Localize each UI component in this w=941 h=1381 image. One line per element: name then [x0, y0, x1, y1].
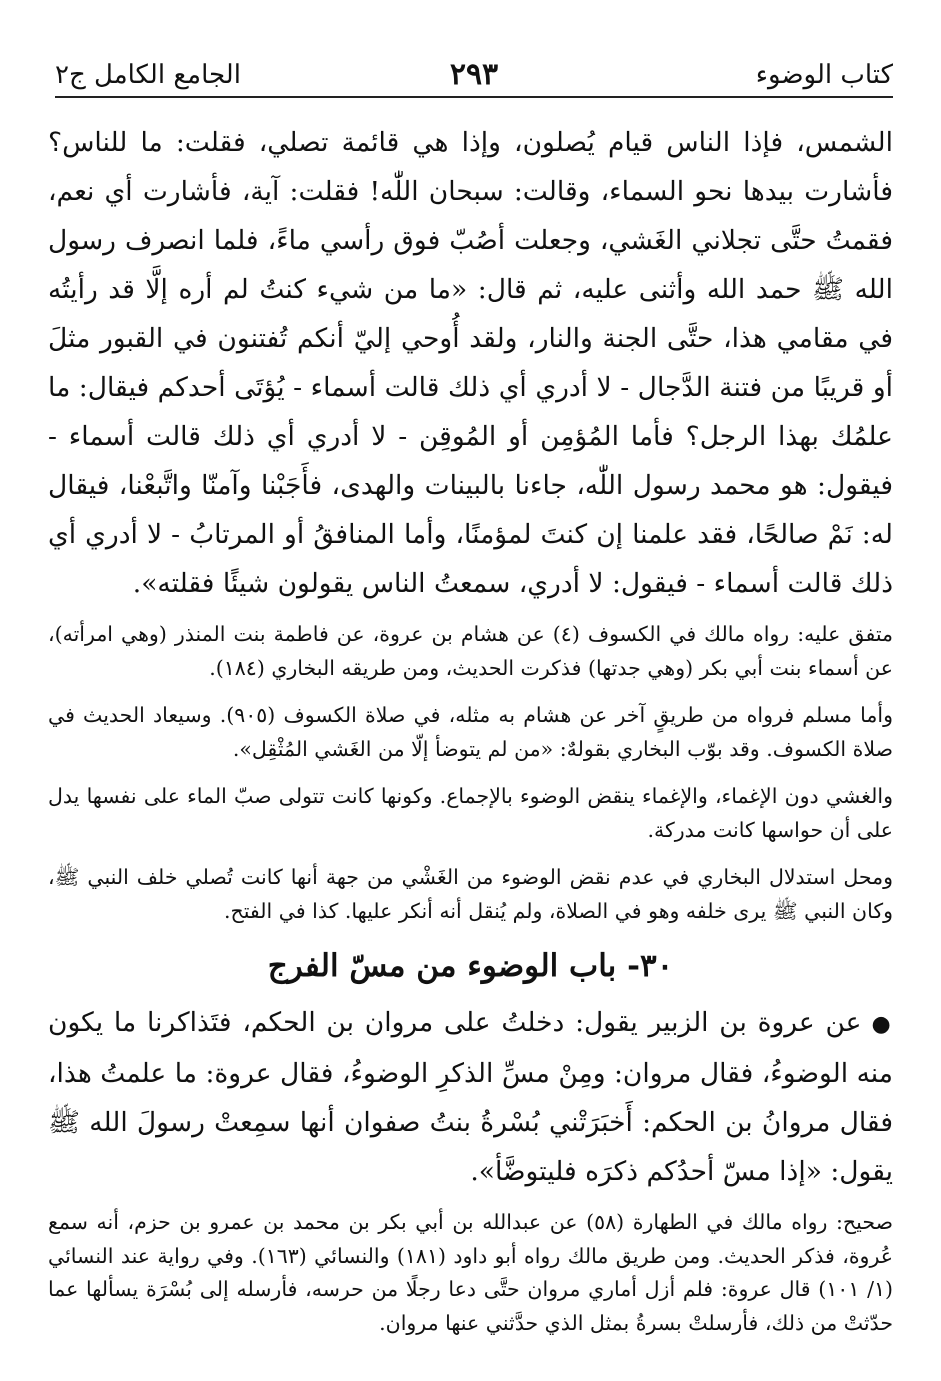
footnote-paragraph: والغشي دون الإغماء، والإغماء ينقض الوضوء بالإجماع. وكونها كانت تتولى صبّ الماء على نفسها يدل على أن حواسها كانت مدركة. — [48, 784, 893, 842]
page-number: ٢٩٣ — [449, 57, 499, 92]
book-section-title: كتاب الوضوء — [755, 60, 893, 90]
footnote-paragraph: متفق عليه: رواه مالك في الكسوف (٤) عن هشام بن عروة، عن فاطمة بنت المنذر (وهي امرأته)، عن أسماء بنت أبي بكر (وهي جدتها) فذكرت الحديث، ومن طريقه البخاري (١٨٤). — [48, 622, 893, 680]
hadith-paragraph — [48, 998, 893, 1196]
chapter-heading: ٣٠- باب الوضوء من مسّ الفرج — [267, 948, 674, 984]
footnotes-block-2 — [48, 1206, 893, 1340]
book-volume-title: الجامع الكامل ج٢ — [55, 60, 241, 90]
page-content — [48, 118, 893, 1354]
hadith-text: الشمس، فإذا الناس قيام يُصلون، وإذا هي قائمة تصلي، فقلت: ما للناس؟ فأشارت بيدها نحو السماء، وقالت: سبحان اللّٰه! فقلت: آية، فأشارت أي نعم، فقمتُ حتَّى تجلاني الغَشي، وجعلت أصُبّ فوق رأسي ماءً، فلما انصرف رسول الله ﷺ حمد الله وأثنى عليه، ثم قال: «ما من شيء كنتُ لم أره إلَّا قد رأيتُه في مقامي هذا، حتَّى الجنة والنار، ولقد أُوحي إليّ أنكم تُفتنون في القبور مثلَ أو قريبًا من فتنة الدَّجال - لا أدري أي ذلك قالت أسماء - يُؤتَى أحدكم فيقال: ما علمُك بهذا الرجل؟ فأما المُؤمِن أو المُوقِن - لا أدري أي ذلك قالت أسماء - فيقول: هو محمد رسول اللّٰه، جاءنا بالبينات والهدى، فأَجَبْنا وآمنّا واتَّبعْنا، فيقال له: نَمْ صالحًا، فقد علمنا إن كنتَ لمؤمنًا، وأما المنافقُ أو المرتابُ - لا أدري أي ذلك قالت أسماء - فيقول: لا أدري، سمعتُ الناس يقولون شيئًا فقلته». — [48, 127, 893, 599]
footnote-paragraph: ومحل استدلال البخاري في عدم نقض الوضوء من الغَشْي من جهة أنها كانت تُصلي خلف النبي ﷺ، وكان النبي ﷺ يرى خلفه وهو في الصلاة، ولم يُنقل أنه أنكر عليها. كذا في الفتح. — [48, 865, 893, 923]
bullet-marker: ● — [871, 1012, 893, 1037]
footnote-paragraph: وأما مسلم فرواه من طريقٍ آخر عن هشام به مثله، في صلاة الكسوف (٩٠٥). وسيعاد الحديث في صلاة الكسوف. وقد بوّب البخاري بقولهٌ: «من لم يتوضأ إلّا من الغَشي المُثْقِل». — [48, 703, 893, 761]
hadith-block-1 — [48, 118, 893, 608]
hadith-block-2 — [48, 998, 893, 1196]
hadith-text: عن عروة بن الزبير يقول: دخلتُ على مروان بن الحكم، فتَذاكرنا ما يكون منه الوضوءُ، فقال مروان: ومِنْ مسِّ الذكرِ الوضوءُ، فقال عروة: ما علمتُ هذا، فقال مروانُ بن الحكم: أَخبَرَتْني بُسْرةُ بنتُ صفوان أنها سمِعتْ رسولَ الله ﷺ يقول: «إذا مسّ أحدُكم ذكرَه فليتوضَّأ». — [48, 1007, 893, 1187]
page-header — [55, 52, 893, 98]
footnotes-block-1 — [48, 618, 893, 928]
footnote-paragraph: صحيح: رواه مالك في الطهارة (٥٨) عن عبدالله بن أبي بكر بن محمد بن عمرو بن حزم، أنه سمع عُروة، فذكر الحديث. ومن طريق مالك رواه أبو داود (١٨١) والنسائي (١٦٣). وفي رواية عند النسائي (١/ ١٠١) قال عروة: فلم أزل أماري مروان حتَّى دعا رجلًا من حرسه، فأرسله إلى بُسْرَة يسألها عما حدّثتْ من ذلك، فأرسلتْ بسرةُ بمثل الذي حدَّثني عنها مروان. — [48, 1210, 893, 1335]
